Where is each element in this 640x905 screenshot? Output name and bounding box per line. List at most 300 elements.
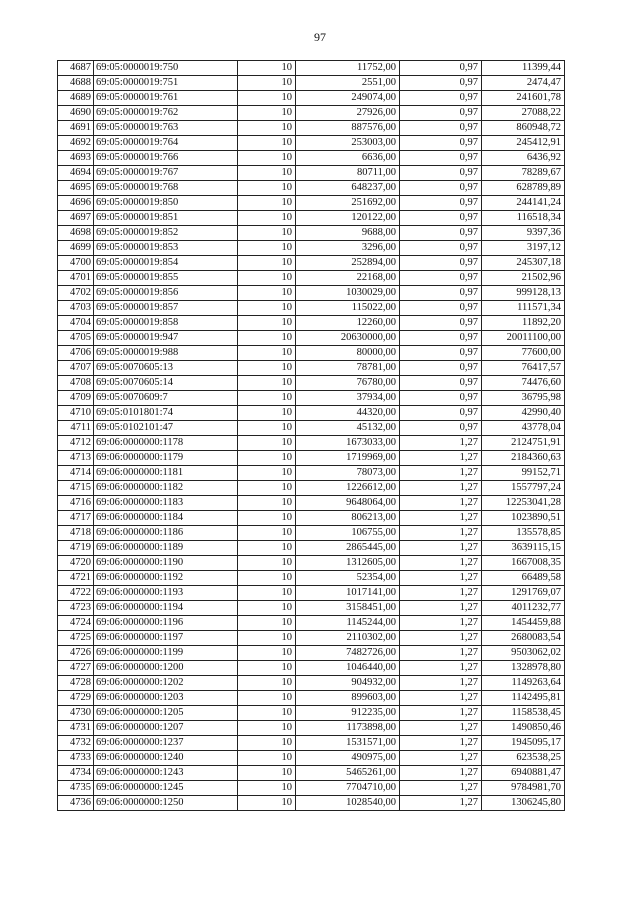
table-row xyxy=(58,481,565,496)
column-6-cell: 2680083,54 xyxy=(482,631,565,646)
column-6-cell: 245412,91 xyxy=(482,136,565,151)
column-5-cell: 1,27 xyxy=(400,781,482,796)
column-3-cell: 10 xyxy=(238,556,296,571)
column-6-cell: 4011232,77 xyxy=(482,601,565,616)
cadastral-number-cell: 69:06:0000000:1196 xyxy=(94,616,238,631)
table-row xyxy=(58,676,565,691)
column-4-cell: 44320,00 xyxy=(296,406,400,421)
table-row xyxy=(58,631,565,646)
column-3-cell: 10 xyxy=(238,616,296,631)
table-row xyxy=(58,721,565,736)
column-5-cell: 0,97 xyxy=(400,376,482,391)
cadastral-number-cell: 69:05:0000019:768 xyxy=(94,181,238,196)
column-5-cell: 0,97 xyxy=(400,241,482,256)
column-4-cell: 11752,00 xyxy=(296,61,400,76)
cadastral-number-cell: 69:05:0000019:988 xyxy=(94,346,238,361)
column-3-cell: 10 xyxy=(238,136,296,151)
table-row xyxy=(58,541,565,556)
row-number-cell: 4715 xyxy=(58,481,94,496)
cadastral-number-cell: 69:06:0000000:1202 xyxy=(94,676,238,691)
column-4-cell: 1145244,00 xyxy=(296,616,400,631)
column-3-cell: 10 xyxy=(238,526,296,541)
table-row xyxy=(58,556,565,571)
column-4-cell: 9648064,00 xyxy=(296,496,400,511)
cadastral-number-cell: 69:05:0070609:7 xyxy=(94,391,238,406)
column-3-cell: 10 xyxy=(238,481,296,496)
cadastral-number-cell: 69:06:0000000:1199 xyxy=(94,646,238,661)
column-3-cell: 10 xyxy=(238,196,296,211)
cadastral-number-cell: 69:06:0000000:1194 xyxy=(94,601,238,616)
row-number-cell: 4694 xyxy=(58,166,94,181)
row-number-cell: 4693 xyxy=(58,151,94,166)
column-3-cell: 10 xyxy=(238,541,296,556)
column-3-cell: 10 xyxy=(238,691,296,706)
column-4-cell: 1312605,00 xyxy=(296,556,400,571)
column-4-cell: 1531571,00 xyxy=(296,736,400,751)
row-number-cell: 4713 xyxy=(58,451,94,466)
table-row xyxy=(58,106,565,121)
column-4-cell: 7704710,00 xyxy=(296,781,400,796)
column-4-cell: 5465261,00 xyxy=(296,766,400,781)
column-4-cell: 253003,00 xyxy=(296,136,400,151)
column-3-cell: 10 xyxy=(238,466,296,481)
column-6-cell: 111571,34 xyxy=(482,301,565,316)
row-number-cell: 4736 xyxy=(58,796,94,811)
row-number-cell: 4697 xyxy=(58,211,94,226)
column-4-cell: 106755,00 xyxy=(296,526,400,541)
column-3-cell: 10 xyxy=(238,301,296,316)
column-5-cell: 1,27 xyxy=(400,586,482,601)
column-5-cell: 0,97 xyxy=(400,286,482,301)
cadastral-number-cell: 69:05:0000019:767 xyxy=(94,166,238,181)
column-3-cell: 10 xyxy=(238,271,296,286)
column-5-cell: 1,27 xyxy=(400,691,482,706)
column-5-cell: 0,97 xyxy=(400,301,482,316)
column-3-cell: 10 xyxy=(238,706,296,721)
column-5-cell: 1,27 xyxy=(400,616,482,631)
cadastral-number-cell: 69:06:0000000:1240 xyxy=(94,751,238,766)
row-number-cell: 4705 xyxy=(58,331,94,346)
column-5-cell: 1,27 xyxy=(400,466,482,481)
table-row xyxy=(58,646,565,661)
column-5-cell: 1,27 xyxy=(400,631,482,646)
column-4-cell: 2110302,00 xyxy=(296,631,400,646)
row-number-cell: 4729 xyxy=(58,691,94,706)
cadastral-number-cell: 69:05:0000019:852 xyxy=(94,226,238,241)
column-5-cell: 0,97 xyxy=(400,106,482,121)
row-number-cell: 4692 xyxy=(58,136,94,151)
table-row xyxy=(58,571,565,586)
table-row xyxy=(58,211,565,226)
column-6-cell: 135578,85 xyxy=(482,526,565,541)
table-row xyxy=(58,241,565,256)
column-3-cell: 10 xyxy=(238,331,296,346)
column-4-cell: 1173898,00 xyxy=(296,721,400,736)
column-5-cell: 0,97 xyxy=(400,91,482,106)
table-row xyxy=(58,601,565,616)
column-6-cell: 1291769,07 xyxy=(482,586,565,601)
row-number-cell: 4703 xyxy=(58,301,94,316)
column-4-cell: 7482726,00 xyxy=(296,646,400,661)
cadastral-number-cell: 69:06:0000000:1237 xyxy=(94,736,238,751)
column-4-cell: 1030029,00 xyxy=(296,286,400,301)
column-6-cell: 628789,89 xyxy=(482,181,565,196)
cadastral-number-cell: 69:06:0000000:1184 xyxy=(94,511,238,526)
cadastral-number-cell: 69:06:0000000:1181 xyxy=(94,466,238,481)
column-6-cell: 21502,96 xyxy=(482,271,565,286)
column-5-cell: 0,97 xyxy=(400,406,482,421)
column-3-cell: 10 xyxy=(238,796,296,811)
cadastral-number-cell: 69:05:0000019:761 xyxy=(94,91,238,106)
row-number-cell: 4695 xyxy=(58,181,94,196)
column-5-cell: 1,27 xyxy=(400,646,482,661)
table-row xyxy=(58,781,565,796)
cadastral-number-cell: 69:06:0000000:1183 xyxy=(94,496,238,511)
row-number-cell: 4726 xyxy=(58,646,94,661)
row-number-cell: 4733 xyxy=(58,751,94,766)
column-6-cell: 43778,04 xyxy=(482,421,565,436)
cadastral-number-cell: 69:06:0000000:1179 xyxy=(94,451,238,466)
column-5-cell: 0,97 xyxy=(400,421,482,436)
column-4-cell: 249074,00 xyxy=(296,91,400,106)
cadastral-number-cell: 69:05:0101801:74 xyxy=(94,406,238,421)
row-number-cell: 4720 xyxy=(58,556,94,571)
column-4-cell: 1046440,00 xyxy=(296,661,400,676)
column-6-cell: 999128,13 xyxy=(482,286,565,301)
column-4-cell: 27926,00 xyxy=(296,106,400,121)
data-table-container xyxy=(57,60,561,811)
table-row xyxy=(58,316,565,331)
column-5-cell: 0,97 xyxy=(400,271,482,286)
column-4-cell: 78781,00 xyxy=(296,361,400,376)
column-3-cell: 10 xyxy=(238,721,296,736)
column-5-cell: 0,97 xyxy=(400,181,482,196)
row-number-cell: 4730 xyxy=(58,706,94,721)
column-6-cell: 1454459,88 xyxy=(482,616,565,631)
column-6-cell: 1142495,81 xyxy=(482,691,565,706)
cadastral-number-cell: 69:05:0000019:947 xyxy=(94,331,238,346)
cadastral-number-cell: 69:05:0000019:750 xyxy=(94,61,238,76)
column-4-cell: 52354,00 xyxy=(296,571,400,586)
column-4-cell: 912235,00 xyxy=(296,706,400,721)
cadastral-number-cell: 69:05:0070605:14 xyxy=(94,376,238,391)
table-row xyxy=(58,496,565,511)
column-3-cell: 10 xyxy=(238,286,296,301)
table-row xyxy=(58,331,565,346)
cadastral-number-cell: 69:06:0000000:1189 xyxy=(94,541,238,556)
column-5-cell: 1,27 xyxy=(400,451,482,466)
cadastral-number-cell: 69:06:0000000:1197 xyxy=(94,631,238,646)
row-number-cell: 4732 xyxy=(58,736,94,751)
column-5-cell: 0,97 xyxy=(400,316,482,331)
column-6-cell: 66489,58 xyxy=(482,571,565,586)
row-number-cell: 4702 xyxy=(58,286,94,301)
column-3-cell: 10 xyxy=(238,571,296,586)
column-5-cell: 1,27 xyxy=(400,571,482,586)
table-row xyxy=(58,76,565,91)
row-number-cell: 4712 xyxy=(58,436,94,451)
row-number-cell: 4707 xyxy=(58,361,94,376)
column-4-cell: 78073,00 xyxy=(296,466,400,481)
cadastral-number-cell: 69:05:0000019:858 xyxy=(94,316,238,331)
cadastral-number-cell: 69:06:0000000:1186 xyxy=(94,526,238,541)
row-number-cell: 4716 xyxy=(58,496,94,511)
column-6-cell: 36795,98 xyxy=(482,391,565,406)
row-number-cell: 4687 xyxy=(58,61,94,76)
column-3-cell: 10 xyxy=(238,646,296,661)
column-4-cell: 1673033,00 xyxy=(296,436,400,451)
column-5-cell: 1,27 xyxy=(400,541,482,556)
column-5-cell: 0,97 xyxy=(400,331,482,346)
column-6-cell: 76417,57 xyxy=(482,361,565,376)
column-6-cell: 2124751,91 xyxy=(482,436,565,451)
table-row xyxy=(58,406,565,421)
column-4-cell: 22168,00 xyxy=(296,271,400,286)
column-5-cell: 0,97 xyxy=(400,391,482,406)
column-3-cell: 10 xyxy=(238,661,296,676)
column-3-cell: 10 xyxy=(238,766,296,781)
column-6-cell: 3197,12 xyxy=(482,241,565,256)
column-3-cell: 10 xyxy=(238,586,296,601)
column-4-cell: 1017141,00 xyxy=(296,586,400,601)
column-5-cell: 0,97 xyxy=(400,361,482,376)
row-number-cell: 4688 xyxy=(58,76,94,91)
column-6-cell: 116518,34 xyxy=(482,211,565,226)
column-5-cell: 0,97 xyxy=(400,211,482,226)
column-5-cell: 0,97 xyxy=(400,121,482,136)
column-5-cell: 0,97 xyxy=(400,76,482,91)
cadastral-number-cell: 69:06:0000000:1200 xyxy=(94,661,238,676)
column-4-cell: 115022,00 xyxy=(296,301,400,316)
column-5-cell: 0,97 xyxy=(400,136,482,151)
column-3-cell: 10 xyxy=(238,511,296,526)
column-6-cell: 860948,72 xyxy=(482,121,565,136)
column-6-cell: 2184360,63 xyxy=(482,451,565,466)
column-4-cell: 1028540,00 xyxy=(296,796,400,811)
page-number: 97 xyxy=(314,30,326,44)
cadastral-number-cell: 69:06:0000000:1203 xyxy=(94,691,238,706)
table-row xyxy=(58,526,565,541)
cadastral-number-cell: 69:05:0000019:854 xyxy=(94,256,238,271)
table-row xyxy=(58,451,565,466)
column-5-cell: 0,97 xyxy=(400,256,482,271)
column-3-cell: 10 xyxy=(238,781,296,796)
column-6-cell: 27088,22 xyxy=(482,106,565,121)
column-4-cell: 12260,00 xyxy=(296,316,400,331)
row-number-cell: 4711 xyxy=(58,421,94,436)
cadastral-number-cell: 69:05:0000019:764 xyxy=(94,136,238,151)
column-4-cell: 887576,00 xyxy=(296,121,400,136)
column-5-cell: 1,27 xyxy=(400,736,482,751)
column-5-cell: 1,27 xyxy=(400,661,482,676)
column-4-cell: 76780,00 xyxy=(296,376,400,391)
cadastral-number-cell: 69:06:0000000:1250 xyxy=(94,796,238,811)
row-number-cell: 4696 xyxy=(58,196,94,211)
column-4-cell: 120122,00 xyxy=(296,211,400,226)
column-5-cell: 1,27 xyxy=(400,751,482,766)
column-3-cell: 10 xyxy=(238,346,296,361)
column-3-cell: 10 xyxy=(238,421,296,436)
table-row xyxy=(58,271,565,286)
cadastral-number-cell: 69:05:0000019:763 xyxy=(94,121,238,136)
table-row xyxy=(58,91,565,106)
column-5-cell: 1,27 xyxy=(400,526,482,541)
column-4-cell: 806213,00 xyxy=(296,511,400,526)
cadastral-number-cell: 69:06:0000000:1207 xyxy=(94,721,238,736)
cadastral-number-cell: 69:05:0000019:855 xyxy=(94,271,238,286)
row-number-cell: 4698 xyxy=(58,226,94,241)
column-4-cell: 9688,00 xyxy=(296,226,400,241)
column-3-cell: 10 xyxy=(238,151,296,166)
row-number-cell: 4689 xyxy=(58,91,94,106)
table-row xyxy=(58,706,565,721)
column-4-cell: 3158451,00 xyxy=(296,601,400,616)
column-3-cell: 10 xyxy=(238,91,296,106)
table-row xyxy=(58,691,565,706)
table-row xyxy=(58,376,565,391)
table-row xyxy=(58,586,565,601)
row-number-cell: 4690 xyxy=(58,106,94,121)
column-4-cell: 490975,00 xyxy=(296,751,400,766)
column-3-cell: 10 xyxy=(238,241,296,256)
row-number-cell: 4725 xyxy=(58,631,94,646)
column-5-cell: 1,27 xyxy=(400,436,482,451)
column-6-cell: 9784981,70 xyxy=(482,781,565,796)
column-6-cell: 77600,00 xyxy=(482,346,565,361)
cadastral-number-cell: 69:05:0000019:851 xyxy=(94,211,238,226)
column-4-cell: 2551,00 xyxy=(296,76,400,91)
column-4-cell: 904932,00 xyxy=(296,676,400,691)
column-3-cell: 10 xyxy=(238,226,296,241)
column-5-cell: 1,27 xyxy=(400,601,482,616)
column-3-cell: 10 xyxy=(238,256,296,271)
column-6-cell: 1490850,46 xyxy=(482,721,565,736)
column-6-cell: 1149263,64 xyxy=(482,676,565,691)
column-5-cell: 0,97 xyxy=(400,166,482,181)
column-6-cell: 9503062,02 xyxy=(482,646,565,661)
column-6-cell: 244141,24 xyxy=(482,196,565,211)
column-5-cell: 1,27 xyxy=(400,496,482,511)
table-row xyxy=(58,421,565,436)
row-number-cell: 4728 xyxy=(58,676,94,691)
column-4-cell: 251692,00 xyxy=(296,196,400,211)
column-6-cell: 245307,18 xyxy=(482,256,565,271)
column-6-cell: 2474,47 xyxy=(482,76,565,91)
table-row xyxy=(58,256,565,271)
cadastral-number-cell: 69:06:0000000:1243 xyxy=(94,766,238,781)
column-6-cell: 6436,92 xyxy=(482,151,565,166)
column-3-cell: 10 xyxy=(238,496,296,511)
column-5-cell: 1,27 xyxy=(400,481,482,496)
column-3-cell: 10 xyxy=(238,631,296,646)
column-4-cell: 1719969,00 xyxy=(296,451,400,466)
cadastral-number-cell: 69:06:0000000:1193 xyxy=(94,586,238,601)
column-4-cell: 80711,00 xyxy=(296,166,400,181)
column-3-cell: 10 xyxy=(238,106,296,121)
cadastral-number-cell: 69:05:0000019:850 xyxy=(94,196,238,211)
cadastral-number-cell: 69:05:0070605:13 xyxy=(94,361,238,376)
column-6-cell: 1557797,24 xyxy=(482,481,565,496)
cadastral-number-cell: 69:05:0000019:766 xyxy=(94,151,238,166)
column-3-cell: 10 xyxy=(238,451,296,466)
column-6-cell: 20011100,00 xyxy=(482,331,565,346)
column-4-cell: 3296,00 xyxy=(296,241,400,256)
table-row xyxy=(58,301,565,316)
column-3-cell: 10 xyxy=(238,601,296,616)
column-3-cell: 10 xyxy=(238,76,296,91)
table-row xyxy=(58,736,565,751)
column-3-cell: 10 xyxy=(238,361,296,376)
column-6-cell: 6940881,47 xyxy=(482,766,565,781)
cadastral-number-cell: 69:05:0000019:751 xyxy=(94,76,238,91)
column-4-cell: 6636,00 xyxy=(296,151,400,166)
row-number-cell: 4714 xyxy=(58,466,94,481)
table-row xyxy=(58,751,565,766)
table-row xyxy=(58,436,565,451)
column-3-cell: 10 xyxy=(238,751,296,766)
column-6-cell: 12253041,28 xyxy=(482,496,565,511)
row-number-cell: 4704 xyxy=(58,316,94,331)
row-number-cell: 4708 xyxy=(58,376,94,391)
column-6-cell: 11892,20 xyxy=(482,316,565,331)
column-6-cell: 623538,25 xyxy=(482,751,565,766)
column-3-cell: 10 xyxy=(238,376,296,391)
column-5-cell: 0,97 xyxy=(400,196,482,211)
column-3-cell: 10 xyxy=(238,181,296,196)
cadastral-number-cell: 69:06:0000000:1190 xyxy=(94,556,238,571)
column-6-cell: 1667008,35 xyxy=(482,556,565,571)
table-row xyxy=(58,226,565,241)
column-3-cell: 10 xyxy=(238,211,296,226)
row-number-cell: 4701 xyxy=(58,271,94,286)
column-6-cell: 78289,67 xyxy=(482,166,565,181)
column-5-cell: 0,97 xyxy=(400,226,482,241)
table-row xyxy=(58,511,565,526)
table-row xyxy=(58,61,565,76)
column-3-cell: 10 xyxy=(238,391,296,406)
column-4-cell: 37934,00 xyxy=(296,391,400,406)
table-row xyxy=(58,766,565,781)
column-6-cell: 1945095,17 xyxy=(482,736,565,751)
table-row xyxy=(58,466,565,481)
table-row xyxy=(58,196,565,211)
row-number-cell: 4706 xyxy=(58,346,94,361)
row-number-cell: 4710 xyxy=(58,406,94,421)
cadastral-number-cell: 69:06:0000000:1192 xyxy=(94,571,238,586)
cadastral-number-cell: 69:06:0000000:1178 xyxy=(94,436,238,451)
column-6-cell: 74476,60 xyxy=(482,376,565,391)
table-row xyxy=(58,151,565,166)
row-number-cell: 4718 xyxy=(58,526,94,541)
row-number-cell: 4709 xyxy=(58,391,94,406)
column-5-cell: 1,27 xyxy=(400,796,482,811)
row-number-cell: 4724 xyxy=(58,616,94,631)
column-4-cell: 80000,00 xyxy=(296,346,400,361)
column-3-cell: 10 xyxy=(238,676,296,691)
row-number-cell: 4722 xyxy=(58,586,94,601)
column-5-cell: 1,27 xyxy=(400,556,482,571)
row-number-cell: 4731 xyxy=(58,721,94,736)
table-row xyxy=(58,661,565,676)
row-number-cell: 4691 xyxy=(58,121,94,136)
cadastral-number-cell: 69:05:0000019:762 xyxy=(94,106,238,121)
column-6-cell: 99152,71 xyxy=(482,466,565,481)
column-5-cell: 0,97 xyxy=(400,346,482,361)
row-number-cell: 4723 xyxy=(58,601,94,616)
cadastral-number-cell: 69:05:0000019:853 xyxy=(94,241,238,256)
cadastral-number-cell: 69:05:0000019:857 xyxy=(94,301,238,316)
column-6-cell: 3639115,15 xyxy=(482,541,565,556)
